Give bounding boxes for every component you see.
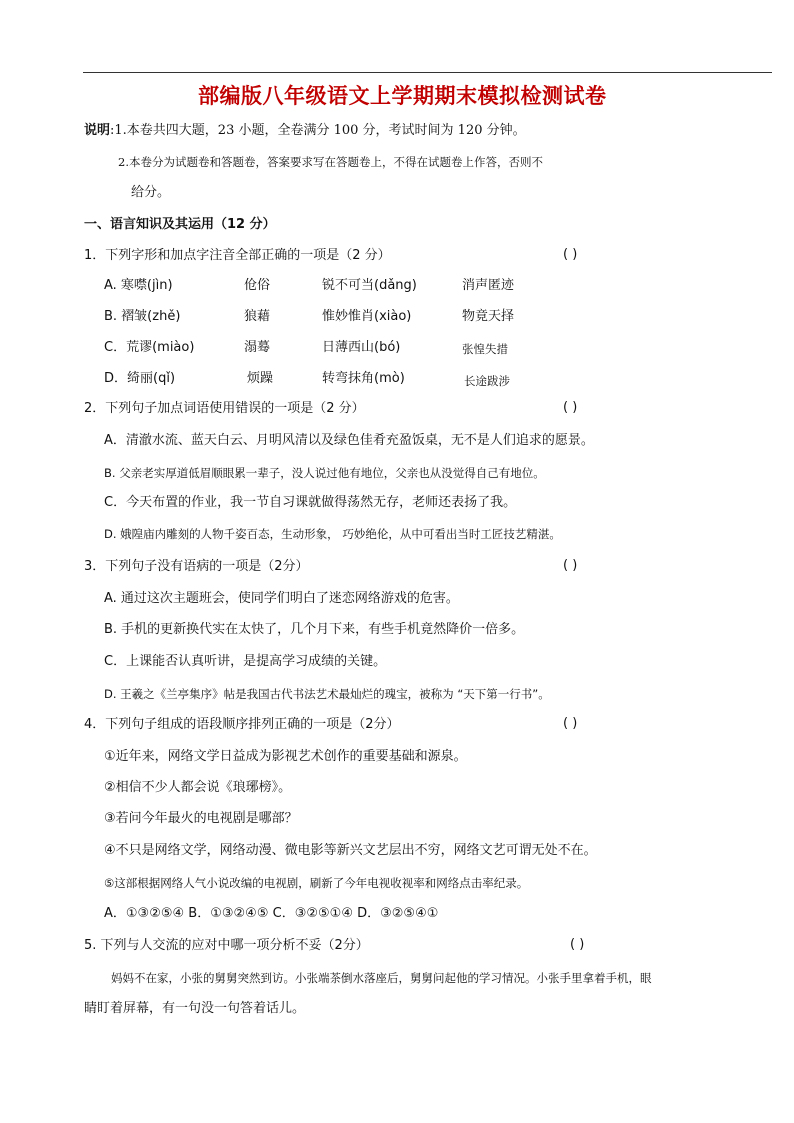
q4-sentence-2: ②相信不少人都会说《琅琊榜》。: [104, 780, 292, 795]
instructions-text-1: :1.本卷共四大题，23 小题，全卷满分 100 分，考试时间为 120 分钟。: [110, 123, 526, 138]
q2-option-d: D. 娥隍庙内雕刻的人物千姿百态，生动形象， 巧妙绝伦，从中可看出当时工匠技艺精湛。: [104, 527, 561, 541]
question-5-stem: 5. 下列与人交流的应对中哪一项分析不妥（2分）: [84, 938, 369, 953]
header-rule: [83, 72, 772, 73]
question-1-stem: 1．下列字形和加点字注音全部正确的一项是（2 分）: [84, 248, 391, 263]
question-1-answer-blank[interactable]: ( ): [563, 247, 578, 262]
q1-option-b-2: 狼藉: [244, 309, 271, 324]
instructions-label: 说明: [84, 123, 111, 138]
q1-option-b-3: 惟妙惟肖(xiào): [322, 309, 412, 324]
question-4-answer-blank[interactable]: ( ): [563, 716, 578, 731]
q3-option-c: C．上课能否认真听讲，是提高学习成绩的关键。: [104, 654, 387, 669]
q2-option-a: A．清澈水流、蓝天白云、月明风清以及绿色佳肴充盈饭桌，无不是人们追求的愿景。: [104, 433, 594, 448]
q2-option-b: B. 父亲老实厚道低眉顺眼累一辈子，没人说过他有地位，父亲也从没觉得自己有地位。: [104, 466, 545, 480]
question-3-stem: 3．下列句子没有语病的一项是（2分）: [84, 559, 309, 574]
q4-sentence-5: ⑤这部根据网络人气小说改编的电视剧，刷新了今年电视收视率和网络点击率纪录。: [104, 876, 529, 890]
q4-options: A．①③②⑤④ B．①③②④⑤ C．③②⑤①④ D．③②⑤④①: [104, 906, 439, 921]
q1-option-d-3: 转弯抹角(mò): [322, 371, 405, 386]
question-3-answer-blank[interactable]: ( ): [563, 558, 578, 573]
q3-option-a: A. 通过这次主题班会，使同学们明白了迷恋网络游戏的危害。: [104, 591, 459, 606]
q1-option-c-3: 日薄西山(bó): [322, 340, 401, 355]
q5-passage-line-2: 睛盯着屏幕，有一句没一句答着话儿。: [84, 1001, 306, 1016]
q2-option-c: C．今天布置的作业，我一节自习课就做得荡然无存，老师还表扬了我。: [104, 495, 517, 510]
q1-option-c-2: 溻蓦: [244, 340, 271, 355]
q4-sentence-1: ①近年来，网络文学日益成为影视艺术创作的重要基础和源泉。: [104, 749, 467, 764]
q1-option-d-1: D．绮丽(qǐ): [104, 371, 176, 386]
q1-option-b-4: 物竟天择: [462, 309, 515, 324]
q1-option-a-1: A. 寒噤(jìn): [104, 278, 173, 293]
q1-option-d-2: 烦躁: [247, 371, 274, 386]
q4-sentence-3: ③若问今年最火的电视剧是哪部？: [104, 811, 298, 826]
q1-option-a-3: 锐不可当(dǎng): [322, 278, 417, 293]
instructions-line-3: 给分。: [131, 185, 171, 200]
section-heading-1: 一、语言知识及其运用（12 分）: [84, 217, 276, 232]
q1-option-c-4: 张惶失措: [462, 342, 508, 356]
q1-option-b-1: B. 褶皱(zhě): [104, 309, 181, 324]
q3-option-b: B. 手机的更新换代实在太快了，几个月下来，有些手机竟然降价一倍多。: [104, 622, 525, 637]
question-2-stem: 2．下列句子加点词语使用错误的一项是（2 分）: [84, 401, 365, 416]
question-2-answer-blank[interactable]: ( ): [563, 400, 578, 415]
q5-passage-line-1: 妈妈不在家，小张的舅舅突然到访。小张端茶倒水落座后，舅舅问起他的学习情况。小张手里拿着手机，眼: [111, 971, 652, 985]
q4-sentence-4: ④不只是网络文学，网络动漫、微电影等新兴文艺层出不穷，网络文艺可谓无处不在。: [104, 843, 597, 858]
q1-option-d-4: 长途跋涉: [464, 374, 510, 388]
q1-option-a-4: 消声匿迹: [462, 278, 515, 293]
q3-option-d: D. 王羲之《兰亭集序》帖是我国古代书法艺术最灿烂的瑰宝，被称为 “天下第一行书”。: [104, 687, 550, 701]
instructions-line-2: 2.本卷分为试题卷和答题卷，答案要求写在答题卷上，不得在试题卷上作答，否则不: [118, 155, 543, 169]
question-5-answer-blank[interactable]: ( ): [570, 937, 585, 952]
q1-option-c-1: C．荒谬(miào): [104, 340, 195, 355]
question-4-stem: 4．下列句子组成的语段顺序排列正确的一项是（2分）: [84, 717, 400, 732]
instructions-line-1: [84, 122, 526, 140]
q1-option-a-2: 伧俗: [244, 278, 271, 293]
page-title: 部编版八年级语文上学期期末模拟检测试卷: [198, 84, 607, 108]
